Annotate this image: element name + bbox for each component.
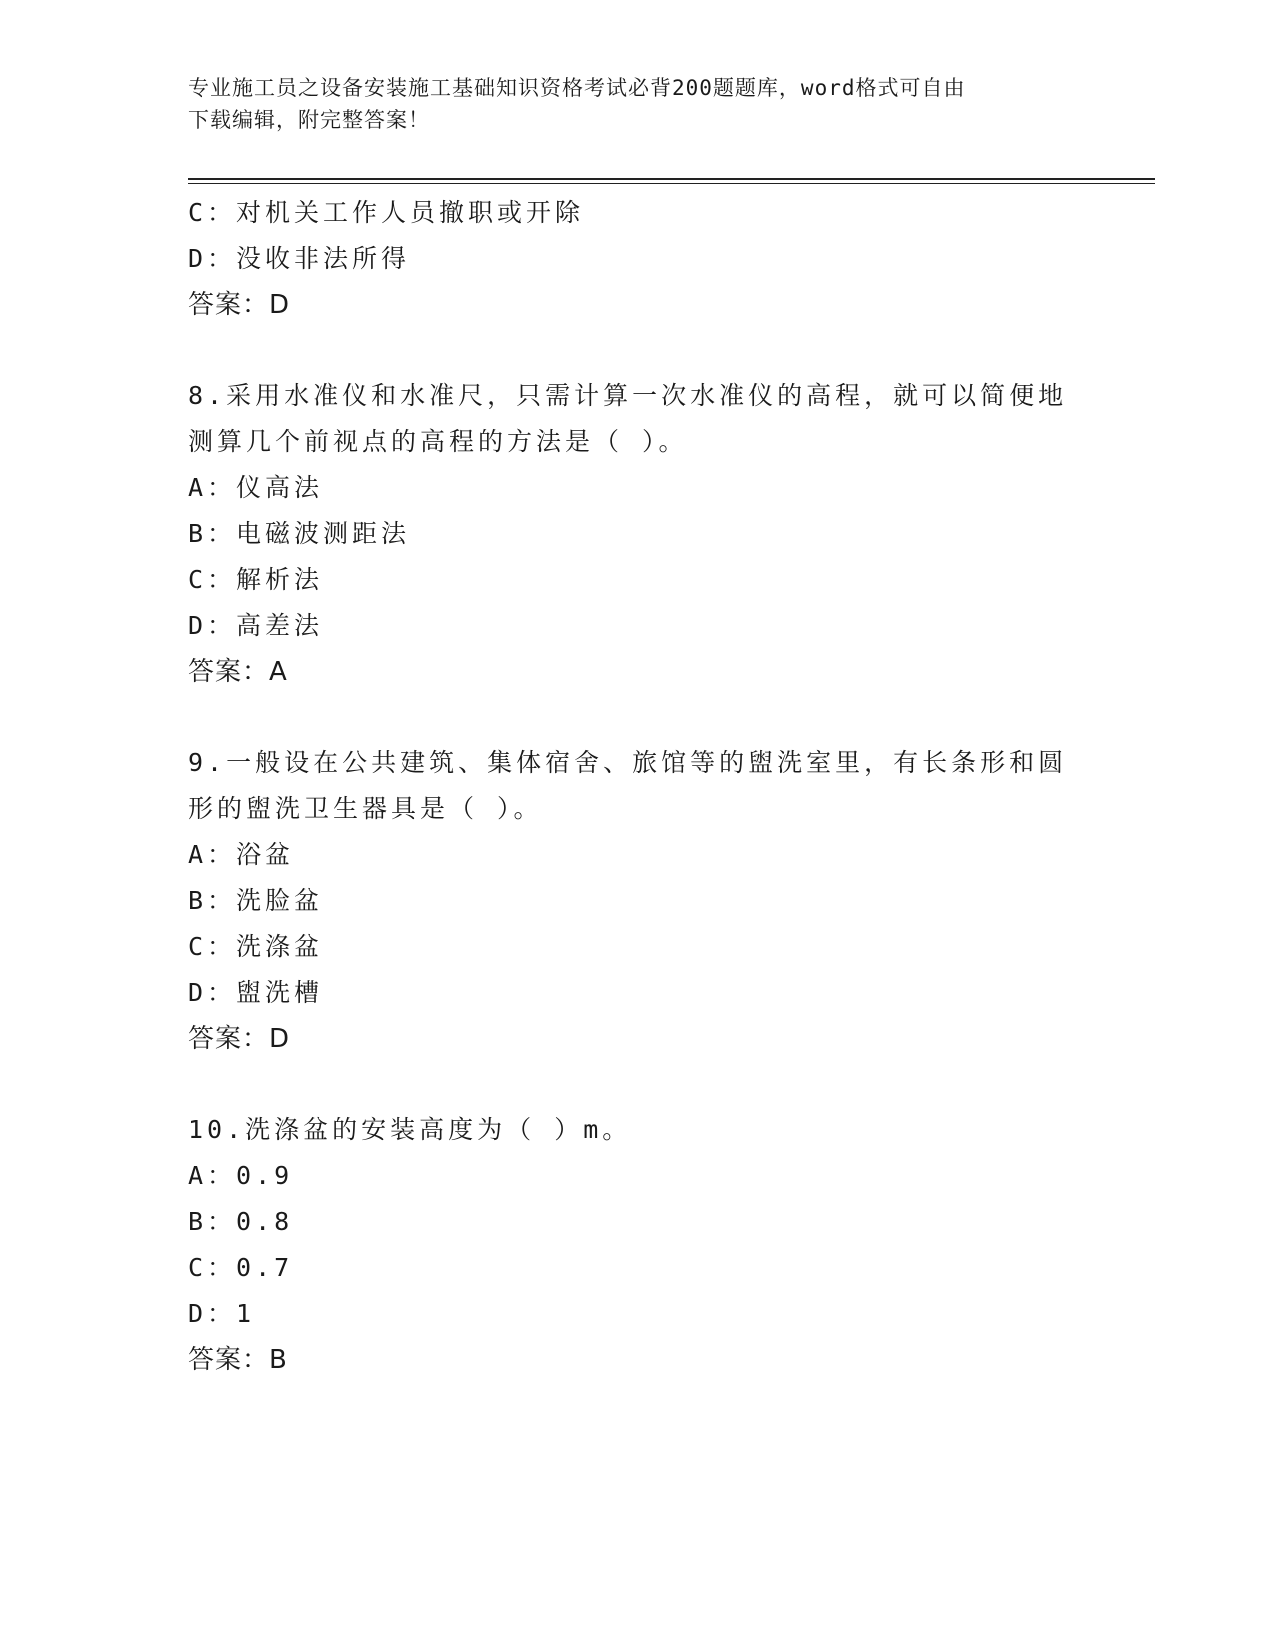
question-stem-line-2: 形的盥洗卫生器具是（ ）。 [188,794,543,823]
answer: 答案：B [188,1345,288,1375]
question-stem-line-1: 9.一般设在公共建筑、集体宿舍、旅馆等的盥洗室里，有长条形和圆 [188,748,1068,777]
option-c: C：洗涤盆 [188,932,324,961]
question-list [188,190,1068,1383]
question-8 [188,373,1068,695]
answer: 答案：A [188,657,288,687]
option-b: B：0.8 [188,1207,294,1236]
option-c: C：0.7 [188,1253,294,1282]
header-divider-thin [188,183,1155,184]
question-9 [188,740,1068,1062]
option-d: D：1 [188,1299,256,1328]
question-stem-line-1: 8.采用水准仪和水准尺，只需计算一次水准仪的高程，就可以简便地 [188,381,1068,410]
question-stem-line-2: 测算几个前视点的高程的方法是（ ）。 [188,427,688,456]
document-header [188,72,1068,136]
header-divider-thick [188,178,1155,180]
option-a: A：0.9 [188,1161,294,1190]
answer: 答案：D [188,1024,291,1054]
header-line-2: 下载编辑，附完整答案！ [188,108,430,132]
option-d: D：高差法 [188,611,324,640]
question-10 [188,1107,1068,1383]
question-stem-line-1: 10.洗涤盆的安装高度为（ ）m。 [188,1115,632,1144]
option-b: B：电磁波测距法 [188,519,411,548]
option-c: C：解析法 [188,565,324,594]
option-d: D：没收非法所得 [188,244,411,273]
spacer [188,1062,1068,1107]
spacer [188,695,1068,740]
answer: 答案：D [188,290,291,320]
option-a: A：浴盆 [188,840,295,869]
question-7 [188,190,1068,328]
option-c: C：对机关工作人员撤职或开除 [188,198,585,227]
option-d: D：盥洗槽 [188,978,324,1007]
spacer [188,328,1068,373]
option-a: A：仪高法 [188,473,324,502]
header-line-1: 专业施工员之设备安装施工基础知识资格考试必背200题题库，word格式可自由 [188,76,966,100]
option-b: B：洗脸盆 [188,886,324,915]
